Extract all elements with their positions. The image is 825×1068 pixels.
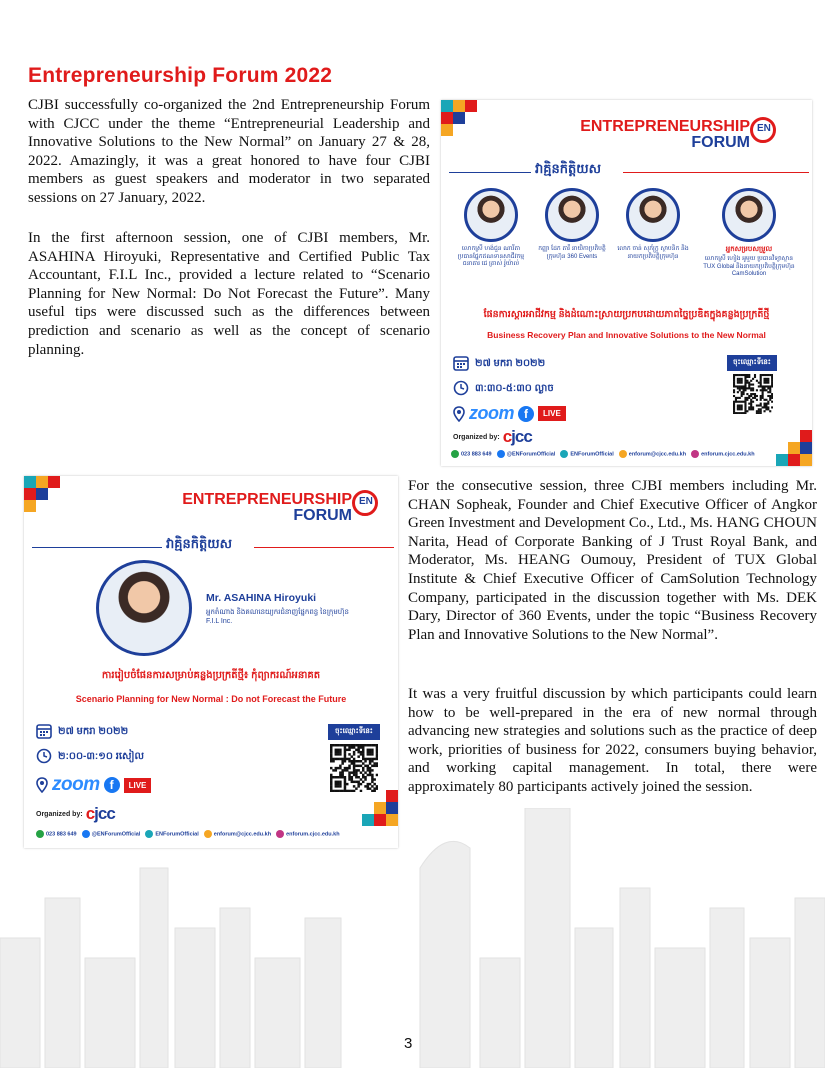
forum-brand [182, 492, 352, 524]
clock-icon [36, 748, 52, 764]
corner-decoration [776, 430, 812, 466]
zoom-logo: zoom [52, 774, 100, 795]
speaker-name: Mr. ASAHINA Hiroyuki [206, 592, 317, 604]
corner-decoration [24, 476, 60, 512]
speaker-role: អ្នកតំណាង និងគណនេយ្យករជំនាញផ្នែកពន្ធ នៃក្រុមហ៊ុន F.I.L Inc. [206, 609, 349, 625]
register-label: ចុះឈ្មោះទីនេះ [328, 724, 380, 740]
speaker-card [455, 188, 527, 269]
topic-english: Scenario Planning for New Normal : Do not Forecast the Future [75, 694, 347, 704]
organizer: Organized by: cjcc [36, 804, 115, 823]
brand-top-word: ENTREPRENEURSHIP [182, 491, 352, 508]
location-pin-icon [36, 777, 48, 793]
calendar-icon [36, 723, 52, 739]
paragraph-second-session: For the consecutive session, three CJBI members including Mr. CHAN Sopheak, Founder and Chief Executive Officer of Angkor Green Investment and Development Co., Ltd., Ms. HANG CHOUN Narita, Head of Corporate Banking of J Trust Royal Bank, and Moderator, Ms. HEANG Oumouy, President of TUX Global Institute & Chief Executive Officer of CamSolution Technology Company, participated in the discussion together with Ms. DEK Dary, Director of 360 Events, under the topic “Business Recovery Plan and Innovative Solutions to the New Normal”. [408, 478, 817, 643]
divider-line [623, 172, 809, 173]
facebook-icon: f [518, 406, 534, 422]
en-logo-icon: EN [750, 117, 776, 143]
event-date: ២៧ មករា ២០២២ [453, 355, 545, 371]
moderator-photo [722, 188, 776, 242]
brand-bottom-word: FORUM [293, 507, 352, 524]
honorary-speaker-heading: វាគ្មិនកិត្តិយស [166, 536, 233, 551]
live-badge: LIVE [124, 778, 152, 793]
honorary-speakers-heading: វាគ្មិនកិត្តិយស [535, 161, 602, 176]
moderator-role: អ្នកសម្របសម្រួល [725, 246, 773, 253]
brand-bottom-word: FORUM [691, 134, 750, 151]
event-time: ៣:៣០-៥:៣០ ល្ងាច [453, 380, 554, 396]
contact-bar: 023 883 649 @ENForumOfficial ENForumOfficial enforum@cjcc.edu.kh enforum.cjcc.edu.kh [451, 450, 755, 458]
speaker-photo [464, 188, 518, 242]
page-number: 3 [404, 1035, 413, 1052]
qr-code[interactable] [330, 744, 378, 792]
speaker-photo [545, 188, 599, 242]
asahina-session-flyer [24, 476, 398, 848]
topic-khmer: ការរៀបចំផែនការសម្រាប់គន្លងប្រក្រតីថ្មី៖ កុំព្យាករណ៍អនាគត [101, 670, 321, 681]
moderator-caption: លោកស្រី ហៀង អូមួយ ប្រធានវិទ្យាស្ថាន TUX Global និងនាយកប្រតិបត្តិក្រុមហ៊ុន CamSolution [703, 256, 795, 277]
qr-code[interactable] [733, 374, 773, 414]
paragraph-intro: CJBI successfully co-organized the 2nd Entrepreneurship Forum with CJCC under the theme “Entrepreneurial Leadership and Innovative Solutions to the New Normal” on January 27 & 28, 2022. Amazingly, it was a great honored to have four CJBI members as guest speakers and moderator in two separated sessions on 27 January, 2022. [28, 97, 430, 206]
moderator-card [699, 188, 799, 279]
forum-brand [580, 119, 750, 151]
speaker-photo [96, 560, 192, 656]
zoom-live [453, 403, 566, 424]
article-title: Entrepreneurship Forum 2022 [28, 64, 333, 87]
event-date: ២៧ មករា ២០២២ [36, 723, 128, 739]
contact-bar: 023 883 649 @ENForumOfficial ENForumOfficial enforum@cjcc.edu.kh enforum.cjcc.edu.kh [36, 830, 340, 838]
clock-icon [453, 380, 469, 396]
topic-khmer: ផែនការស្តារអាជីវកម្ម និងដំណោះស្រាយប្រកបដោយភាពច្នៃប្រឌិតក្នុងគន្លងប្រក្រតីថ្មី [483, 309, 770, 320]
topic-english: Business Recovery Plan and Innovative Solutions to the New Normal [487, 330, 766, 340]
paragraph-conclusion: It was a very fruitful discussion by which participants could learn how to be well-prepared in the era of new normal through advancing new strategies and solutions such as the practice of deep work, priorities of business for 2022, consumers buying behavior, and working capital management. In total, there were approximately 80 participants actively joined the session. [408, 686, 817, 795]
speaker-caption: លោកស្រី ហង់ជួន ណារីតា ប្រធានផ្នែកឥណទានសាជីវកម្ម ធនាគារ ជេ ត្រាស់ រ៉ូយ៉ាល់ [457, 246, 525, 267]
event-time: ២:០០-៣:១០ រសៀល [36, 748, 144, 764]
zoom-live [36, 774, 151, 796]
divider-line [32, 547, 162, 548]
speaker-caption: លោក ចាន់ សុភ័ក្ត្រ ស្ថាបនិក និងនាយកប្រតិបត្តិក្រុមហ៊ុន [617, 246, 689, 260]
live-badge: LIVE [538, 406, 566, 421]
organizer: Organized by: cjcc [453, 427, 532, 446]
register-label: ចុះឈ្មោះទីនេះ [727, 355, 777, 371]
corner-decoration [362, 790, 398, 826]
divider-line [449, 172, 531, 173]
panel-session-flyer [441, 100, 812, 466]
facebook-icon: f [104, 777, 120, 793]
speaker-card [536, 188, 608, 261]
calendar-icon [453, 355, 469, 371]
speaker-caption: កញ្ញា ដែក តារី នាយិកាប្រតិបត្តិ ក្រុមហ៊ុន 360 Events [538, 246, 606, 260]
brand-top-word: ENTREPRENEURSHIP [580, 118, 750, 135]
speaker-photo [626, 188, 680, 242]
corner-decoration [441, 100, 477, 136]
paragraph-first-session: In the first afternoon session, one of CJBI members, Mr. ASAHINA Hiroyuki, Representative and Certified Public Tax Accountant, F.I.L Inc., provided a lecture related to “Scenario Planning for New Normal: Do Not Forecast the Future”. Many useful tips were discussed such as the differences between prediction and scenario as well as the concept of scenario planning. [28, 230, 430, 358]
cjcc-logo: cjcc [85, 804, 115, 823]
location-pin-icon [453, 406, 465, 422]
zoom-logo: zoom [469, 403, 514, 423]
divider-line [254, 547, 394, 548]
cjcc-logo: cjcc [502, 427, 532, 446]
en-logo-icon: EN [352, 490, 378, 516]
speaker-card [617, 188, 689, 261]
